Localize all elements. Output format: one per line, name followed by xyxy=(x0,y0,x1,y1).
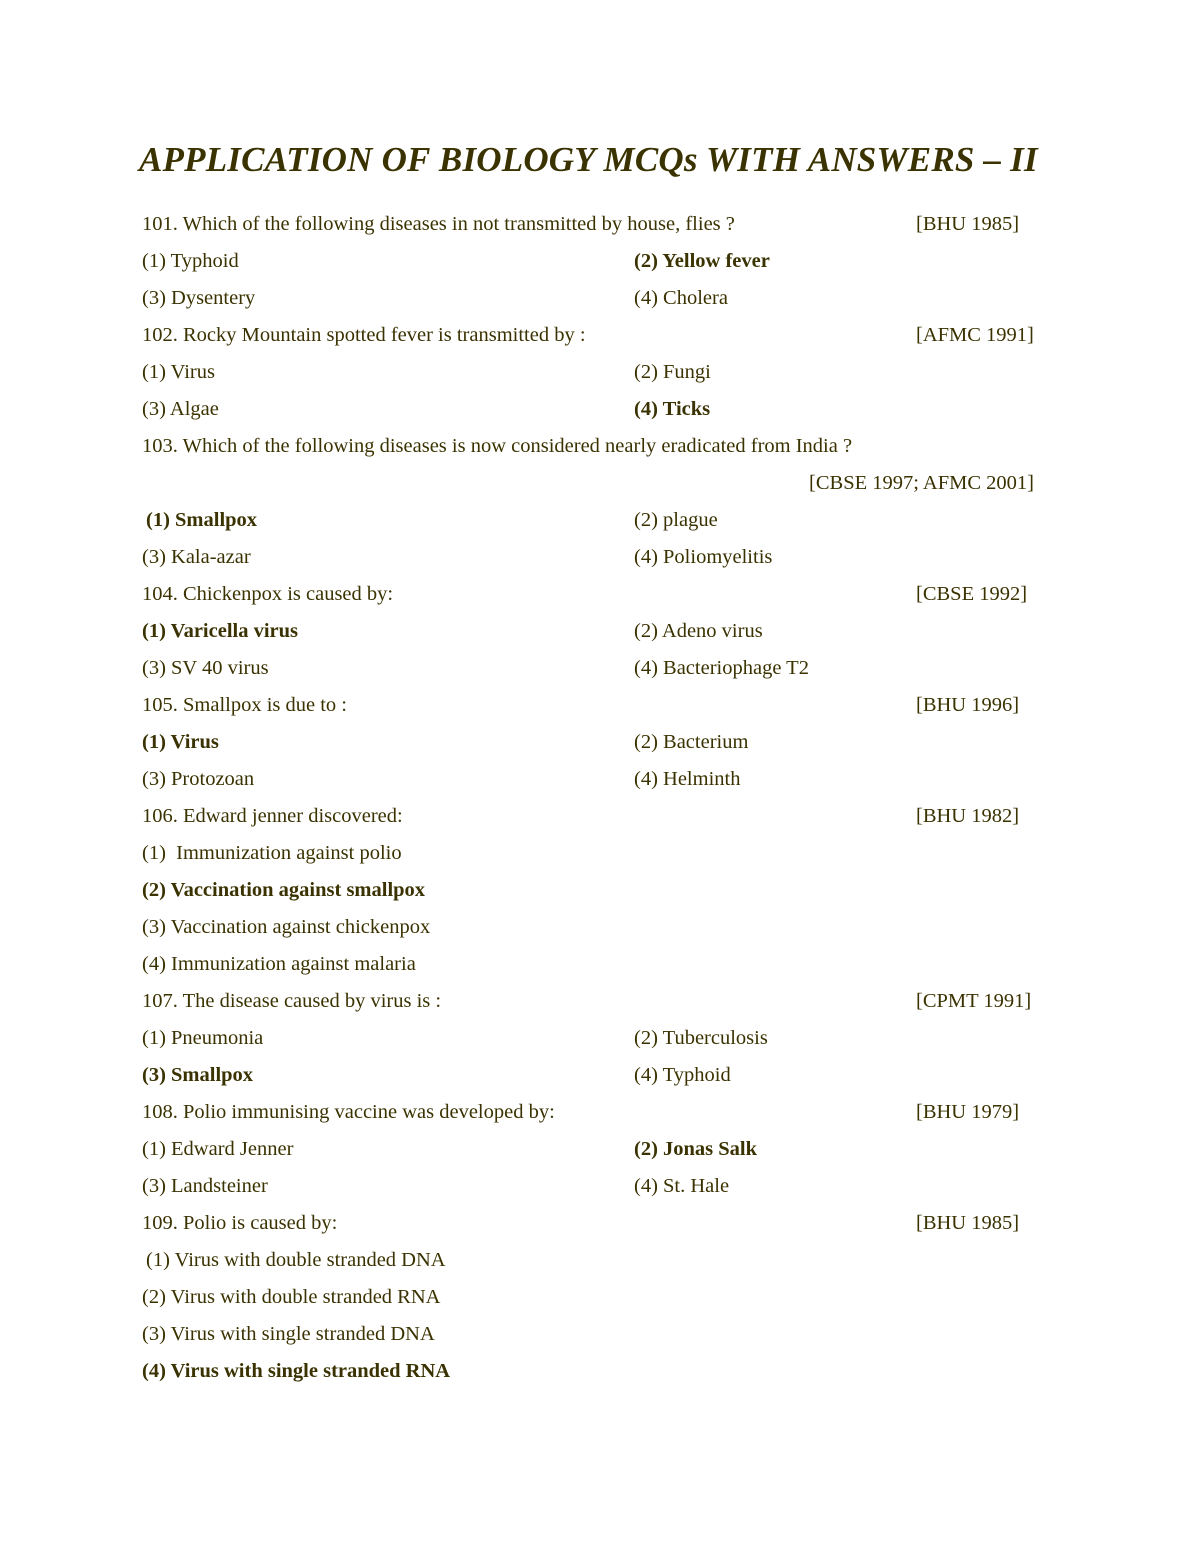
question-text: 101. Which of the following diseases in not transmitted by house, flies ? xyxy=(142,213,735,235)
question-row xyxy=(142,687,1062,724)
options-row xyxy=(142,502,1062,539)
option: (2) Adeno virus xyxy=(634,620,763,642)
question-row xyxy=(142,798,1062,835)
option-row xyxy=(142,872,1062,909)
options-row xyxy=(142,1057,1062,1094)
option-row xyxy=(142,909,1062,946)
correct-option: (3) Smallpox xyxy=(142,1064,254,1086)
options-row xyxy=(142,280,1062,317)
question-text: 109. Polio is caused by: xyxy=(142,1212,338,1234)
correct-option: (2) Jonas Salk xyxy=(634,1138,758,1160)
option: (1) Pneumonia xyxy=(142,1027,264,1049)
options-row xyxy=(142,1020,1062,1057)
option: (1) Immunization against polio xyxy=(142,842,402,864)
question-source: [CBSE 1997; AFMC 2001] xyxy=(809,472,1034,494)
page-title: APPLICATION OF BIOLOGY MCQs WITH ANSWERS – II xyxy=(139,140,1038,179)
option: (1) Virus with double stranded DNA xyxy=(146,1249,446,1271)
question-source: [CBSE 1992] xyxy=(916,583,1028,605)
option-row xyxy=(142,1279,1062,1316)
option: (1) Edward Jenner xyxy=(142,1138,294,1160)
question-source: [CPMT 1991] xyxy=(916,990,1032,1012)
question-source: [AFMC 1991] xyxy=(916,324,1034,346)
option: (3) Virus with single stranded DNA xyxy=(142,1323,435,1345)
option: (3) Vaccination against chickenpox xyxy=(142,916,431,938)
option: (4) Poliomyelitis xyxy=(634,546,773,568)
option: (2) Bacterium xyxy=(634,731,749,753)
correct-option: (1) Varicella virus xyxy=(142,620,299,642)
correct-option: (4) Virus with single stranded RNA xyxy=(142,1360,451,1382)
question-source-row xyxy=(142,465,1062,502)
question-text: 105. Smallpox is due to : xyxy=(142,694,347,716)
question-text: 104. Chickenpox is caused by: xyxy=(142,583,394,605)
correct-option: (1) Virus xyxy=(142,731,219,753)
option: (3) Kala-azar xyxy=(142,546,251,568)
correct-option: (1) Smallpox xyxy=(146,509,258,531)
question-text: 102. Rocky Mountain spotted fever is transmitted by : xyxy=(142,324,586,346)
options-row xyxy=(142,613,1062,650)
correct-option: (2) Yellow fever xyxy=(634,250,770,272)
option: (1) Typhoid xyxy=(142,250,239,272)
option: (3) Landsteiner xyxy=(142,1175,268,1197)
option: (2) Virus with double stranded RNA xyxy=(142,1286,441,1308)
option: (4) Cholera xyxy=(634,287,728,309)
options-row xyxy=(142,1131,1062,1168)
options-row xyxy=(142,391,1062,428)
option: (1) Virus xyxy=(142,361,215,383)
options-row xyxy=(142,1168,1062,1205)
question-row xyxy=(142,317,1062,354)
question-source: [BHU 1985] xyxy=(916,213,1020,235)
option: (4) Helminth xyxy=(634,768,741,790)
option: (4) Bacteriophage T2 xyxy=(634,657,809,679)
options-row xyxy=(142,761,1062,798)
options-row xyxy=(142,539,1062,576)
option: (3) Algae xyxy=(142,398,219,420)
options-row xyxy=(142,650,1062,687)
question-text: 106. Edward jenner discovered: xyxy=(142,805,403,827)
question-row xyxy=(142,1205,1062,1242)
correct-option: (2) Vaccination against smallpox xyxy=(142,879,426,901)
option: (4) Immunization against malaria xyxy=(142,953,416,975)
option-row xyxy=(142,1353,1062,1390)
question-source: [BHU 1982] xyxy=(916,805,1020,827)
option: (2) Tuberculosis xyxy=(634,1027,768,1049)
option: (4) Typhoid xyxy=(634,1064,731,1086)
question-text: 107. The disease caused by virus is : xyxy=(142,990,442,1012)
question-source: [BHU 1996] xyxy=(916,694,1020,716)
option-row xyxy=(142,1242,1062,1279)
question-row xyxy=(142,983,1062,1020)
question-text: 103. Which of the following diseases is now considered nearly eradicated from India ? xyxy=(142,435,853,457)
options-row xyxy=(142,354,1062,391)
question-row xyxy=(142,576,1062,613)
options-row xyxy=(142,243,1062,280)
option-row xyxy=(142,1316,1062,1353)
question-row xyxy=(142,428,1062,465)
question-source: [BHU 1979] xyxy=(916,1101,1020,1123)
option: (3) Dysentery xyxy=(142,287,256,309)
question-row xyxy=(142,1094,1062,1131)
option: (2) Fungi xyxy=(634,361,711,383)
option-row xyxy=(142,835,1062,872)
question-row xyxy=(142,206,1062,243)
option: (4) St. Hale xyxy=(634,1175,730,1197)
question-text: 108. Polio immunising vaccine was developed by: xyxy=(142,1101,555,1123)
correct-option: (4) Ticks xyxy=(634,398,711,420)
option: (3) SV 40 virus xyxy=(142,657,269,679)
question-source: [BHU 1985] xyxy=(916,1212,1020,1234)
option: (2) plague xyxy=(634,509,718,531)
option-row xyxy=(142,946,1062,983)
options-row xyxy=(142,724,1062,761)
question-list xyxy=(142,206,1062,1390)
option: (3) Protozoan xyxy=(142,768,255,790)
